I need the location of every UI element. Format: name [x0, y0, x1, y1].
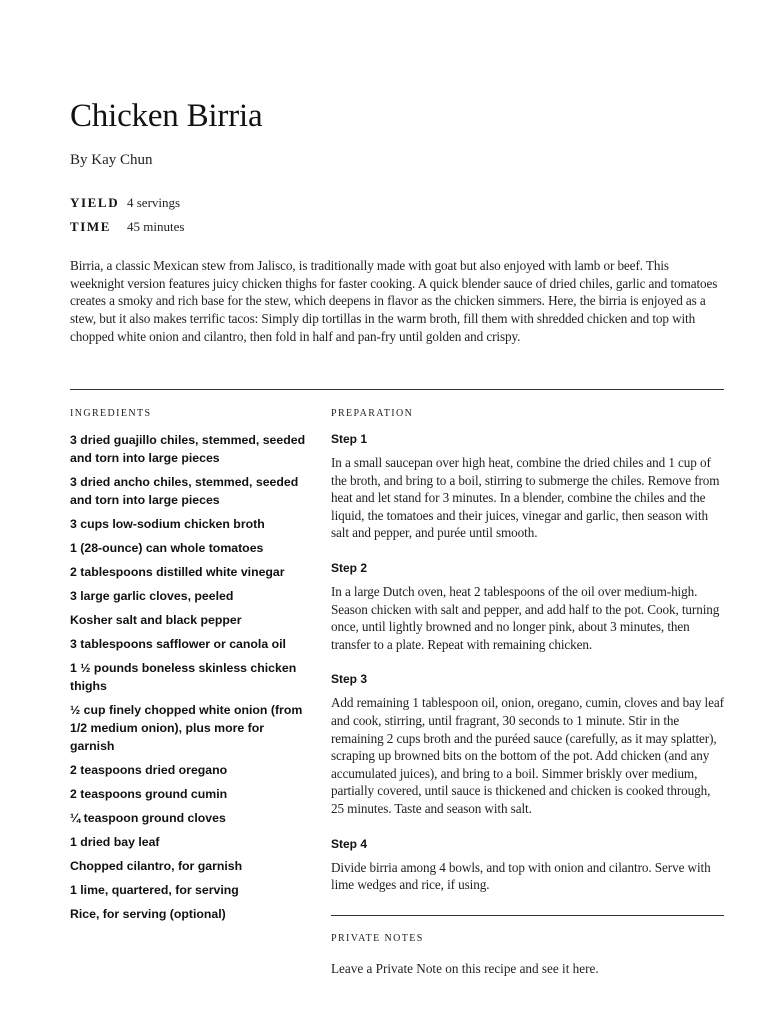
yield-label: YIELD [70, 195, 120, 210]
ingredients-heading: INGREDIENTS [70, 408, 152, 419]
ingredient-item: 1 ½ pounds boneless skinless chicken thighs [70, 661, 297, 693]
yield-row [70, 195, 180, 211]
ingredient-item: 3 dried ancho chiles, stemmed, seeded and torn into large pieces [70, 475, 299, 507]
step-2 [331, 560, 726, 653]
step-1 [331, 431, 726, 542]
step-text: Add remaining 1 tablespoon oil, onion, oregano, cumin, cloves and bay leaf and cook, stirring, until fragrant, 30 seconds to 1 minute. Stir in the remaining 2 cups broth and the puréed sauce (carefully, as it may splatter), scraping up browned bits on the bottom of the pot. Add chicken (and any accumulated juices), and bring to a boil. Simmer briskly over medium, partially covered, until sauce is thickened and chicken is cooked through, 25 minutes. Taste and season with salt. [331, 695, 724, 816]
step-text: In a small saucepan over high heat, combine the dried chiles and 1 cup of the broth, and bring to a boil, stirring to submerge the chiles. Remove from heat and let stand for 3 minutes. In a blender, combine the chiles and the liquid, the tomatoes and their juices, vinegar and garlic, then season with salt and pepper, and purée until smooth. [331, 455, 720, 541]
ingredient-item: Rice, for serving (optional) [70, 907, 226, 921]
ingredient-item: 2 teaspoons ground cumin [70, 787, 228, 801]
ingredient-item: Kosher salt and black pepper [70, 613, 242, 627]
time-row [70, 219, 184, 235]
step-title: Step 4 [331, 836, 368, 851]
step-4 [331, 836, 726, 894]
ingredient-item: 2 teaspoons dried oregano [70, 763, 228, 777]
step-title: Step 2 [331, 560, 368, 575]
step-title: Step 3 [331, 672, 368, 687]
ingredient-item: Chopped cilantro, for garnish [70, 859, 243, 873]
ingredient-item: 2 tablespoons distilled white vinegar [70, 565, 285, 579]
time-value: 45 minutes [127, 219, 185, 234]
step-title: Step 1 [331, 432, 368, 446]
preparation-steps [331, 431, 726, 912]
recipe-introduction: Birria, a classic Mexican stew from Jalisco, is traditionally made with goat but also enjoyed with lamb or beef. This weeknight version features juicy chicken thighs for faster cooking. A quick blender sauce of dried chiles, garlic and tomatoes creates a smoky and rich base for the stew, which deepens in flavor as the chicken simmers. Here, the birria is enjoyed as a stew, but it also makes terrific tacos: Simply dip tortillas in the warm broth, fill them with shredded chicken and top with chopped white onion and cilantro, then fold in half and pan-fry until golden and crispy. [70, 258, 718, 344]
ingredient-item: 3 dried guajillo chiles, stemmed, seeded and torn into large pieces [70, 433, 306, 465]
private-notes-prompt[interactable]: Leave a Private Note on this recipe and see it here. [331, 961, 599, 976]
recipe-title: Chicken Birria [70, 98, 263, 134]
ingredient-item: 1 (28-ounce) can whole tomatoes [70, 541, 264, 555]
time-label: TIME [70, 219, 112, 234]
step-text: Divide birria among 4 bowls, and top with onion and cilantro. Serve with lime wedges and rice, if using. [331, 859, 711, 893]
ingredient-item: 1 lime, quartered, for serving [70, 883, 239, 897]
step-3 [331, 671, 726, 817]
step-text: In a large Dutch oven, heat 2 tablespoons of the oil over medium-high. Season chicken with salt and pepper, and add half to the pot. Cook, turning once, until lightly browned and no longer pink, about 3 minutes, then transfer to a plate. Repeat with remaining chicken. [331, 583, 720, 652]
ingredient-item: ½ cup finely chopped white onion (from 1/2 medium onion), plus more for garnish [70, 703, 303, 753]
notes-divider [331, 915, 724, 916]
ingredient-item: 3 tablespoons safflower or canola oil [70, 637, 286, 651]
section-divider [70, 389, 724, 390]
preparation-heading: PREPARATION [331, 408, 414, 419]
author-byline[interactable]: By Kay Chun [70, 152, 153, 168]
ingredient-item: 1 dried bay leaf [70, 835, 160, 849]
private-notes-heading: PRIVATE NOTES [331, 933, 424, 944]
ingredients-list [70, 431, 310, 929]
yield-value: 4 servings [127, 195, 181, 210]
ingredient-item: 3 large garlic cloves, peeled [70, 589, 234, 603]
ingredient-item: ¼ teaspoon ground cloves [70, 811, 226, 825]
ingredient-item: 3 cups low-sodium chicken broth [70, 517, 265, 531]
